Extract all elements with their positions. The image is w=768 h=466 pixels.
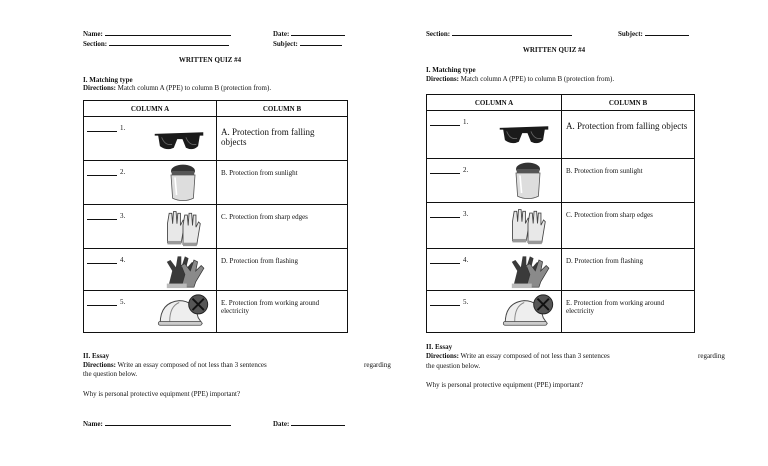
matching-table	[83, 100, 348, 333]
table-row	[84, 205, 348, 249]
column-b-cell	[562, 159, 695, 203]
answer-blank[interactable]	[430, 173, 460, 174]
part1-title: I. Matching type	[83, 76, 133, 84]
description-text: C. Protection from sharp edges	[566, 211, 653, 219]
column-b-cell	[562, 111, 695, 159]
matching-table	[426, 94, 695, 333]
directions	[83, 84, 271, 93]
essay-question: Why is personal protective equipment (PPE) important?	[426, 381, 584, 389]
table-row	[427, 159, 695, 203]
column-b-cell	[217, 161, 348, 205]
directions-label: Directions:	[83, 84, 116, 92]
item-number: 5.	[463, 298, 469, 306]
footer-date-field	[273, 418, 345, 429]
answer-blank[interactable]	[87, 175, 117, 176]
essay-regarding: regarding	[364, 361, 391, 369]
column-b-header: COLUMN B	[217, 101, 348, 117]
hard-hat-icon	[156, 293, 210, 331]
directions-label: Directions:	[426, 75, 459, 83]
quiz-title: WRITTEN QUIZ #4	[178, 56, 242, 64]
table-row	[427, 111, 695, 159]
column-b-header: COLUMN B	[562, 95, 695, 111]
column-b-cell	[217, 249, 348, 291]
cotton-gloves-icon	[509, 206, 547, 246]
subject-blank[interactable]	[300, 38, 342, 46]
date-label: Date:	[273, 30, 290, 38]
column-b-cell	[217, 291, 348, 333]
description-text: D. Protection from flashing	[221, 257, 298, 265]
footer-date-blank[interactable]	[291, 418, 345, 426]
essay-regarding: regarding	[698, 352, 725, 360]
essay-question: Why is personal protective equipment (PPE) important?	[83, 390, 241, 398]
column-a-cell	[84, 161, 217, 205]
column-a-cell	[84, 291, 217, 333]
rubber-gloves-icon	[507, 251, 551, 289]
item-number: 2.	[120, 168, 126, 176]
item-number: 1.	[120, 124, 126, 132]
column-b-cell	[217, 205, 348, 249]
part2-title: II. Essay	[83, 352, 110, 360]
footer-name-blank[interactable]	[105, 418, 231, 426]
item-number: 5.	[120, 298, 126, 306]
section-label: Section:	[83, 40, 108, 48]
face-shield-icon	[511, 161, 545, 201]
answer-blank[interactable]	[87, 263, 117, 264]
description-text: A. Protection from falling objects	[566, 121, 688, 131]
column-a-header: COLUMN A	[84, 101, 217, 117]
column-b-cell	[562, 291, 695, 333]
description-text: A. Protection from falling objects	[221, 127, 315, 147]
quiz-title: WRITTEN QUIZ #4	[522, 46, 586, 54]
column-a-cell	[427, 249, 562, 291]
section-blank[interactable]	[452, 28, 572, 36]
column-a-cell	[427, 159, 562, 203]
item-number: 1.	[463, 118, 469, 126]
directions	[426, 75, 614, 84]
item-number: 3.	[120, 212, 126, 220]
sunglasses-icon	[497, 121, 551, 147]
answer-blank[interactable]	[430, 305, 460, 306]
table-row	[427, 291, 695, 333]
answer-blank[interactable]	[430, 217, 460, 218]
essay-directions-text: Write an essay composed of not less than 3 sentences	[117, 361, 267, 369]
column-b-cell	[562, 203, 695, 249]
subject-field	[273, 38, 342, 49]
footer-date-label: Date:	[273, 420, 290, 428]
sunglasses-icon	[152, 127, 206, 153]
column-b-cell	[562, 249, 695, 291]
description-text: B. Protection from sunlight	[566, 167, 643, 175]
answer-blank[interactable]	[87, 131, 117, 132]
column-a-cell	[84, 205, 217, 249]
description-text: E. Protection from working around electricity	[566, 299, 665, 315]
column-b-cell	[217, 117, 348, 161]
subject-field	[618, 28, 689, 39]
footer-name-field	[83, 418, 231, 429]
right-worksheet	[384, 0, 768, 466]
answer-blank[interactable]	[87, 305, 117, 306]
answer-blank[interactable]	[430, 125, 460, 126]
item-number: 3.	[463, 210, 469, 218]
part2-title: II. Essay	[426, 343, 453, 351]
date-blank[interactable]	[291, 28, 345, 36]
section-field	[426, 28, 572, 39]
table-row	[84, 161, 348, 205]
essay-directions-continued: the question below.	[426, 362, 481, 370]
section-field	[83, 38, 229, 49]
column-a-cell	[84, 249, 217, 291]
essay-directions	[426, 352, 610, 361]
table-row	[427, 203, 695, 249]
description-text: D. Protection from flashing	[566, 257, 643, 265]
table-row	[84, 117, 348, 161]
subject-blank[interactable]	[645, 28, 689, 36]
column-a-cell	[84, 117, 217, 161]
table-row	[84, 291, 348, 333]
item-number: 4.	[463, 256, 469, 264]
essay-directions	[83, 361, 267, 370]
answer-blank[interactable]	[87, 219, 117, 220]
name-label: Name:	[83, 30, 103, 38]
directions-text: Match column A (PPE) to column B (protection from).	[117, 84, 272, 92]
section-label: Section:	[426, 30, 451, 38]
essay-directions-label: Directions:	[83, 361, 116, 369]
directions-text: Match column A (PPE) to column B (protection from).	[460, 75, 615, 83]
subject-label: Subject:	[273, 40, 298, 48]
part1-title: I. Matching type	[426, 66, 476, 74]
section-blank[interactable]	[109, 38, 229, 46]
column-a-cell	[427, 291, 562, 333]
column-a-cell	[427, 203, 562, 249]
name-blank[interactable]	[105, 28, 231, 36]
description-text: B. Protection from sunlight	[221, 169, 298, 177]
column-a-cell	[427, 111, 562, 159]
subject-label: Subject:	[618, 30, 643, 38]
hard-hat-icon	[501, 293, 555, 331]
footer-name-label: Name:	[83, 420, 103, 428]
table-row	[427, 249, 695, 291]
face-shield-icon	[166, 163, 200, 203]
item-number: 4.	[120, 256, 126, 264]
essay-directions-text: Write an essay composed of not less than 3 sentences	[460, 352, 610, 360]
cotton-gloves-icon	[164, 208, 202, 248]
item-number: 2.	[463, 166, 469, 174]
table-row	[84, 249, 348, 291]
essay-directions-label: Directions:	[426, 352, 459, 360]
column-a-header: COLUMN A	[427, 95, 562, 111]
description-text: E. Protection from working around electricity	[221, 299, 320, 315]
essay-directions-continued: the question below.	[83, 370, 138, 378]
rubber-gloves-icon	[162, 251, 206, 289]
description-text: C. Protection from sharp edges	[221, 213, 308, 221]
answer-blank[interactable]	[430, 263, 460, 264]
